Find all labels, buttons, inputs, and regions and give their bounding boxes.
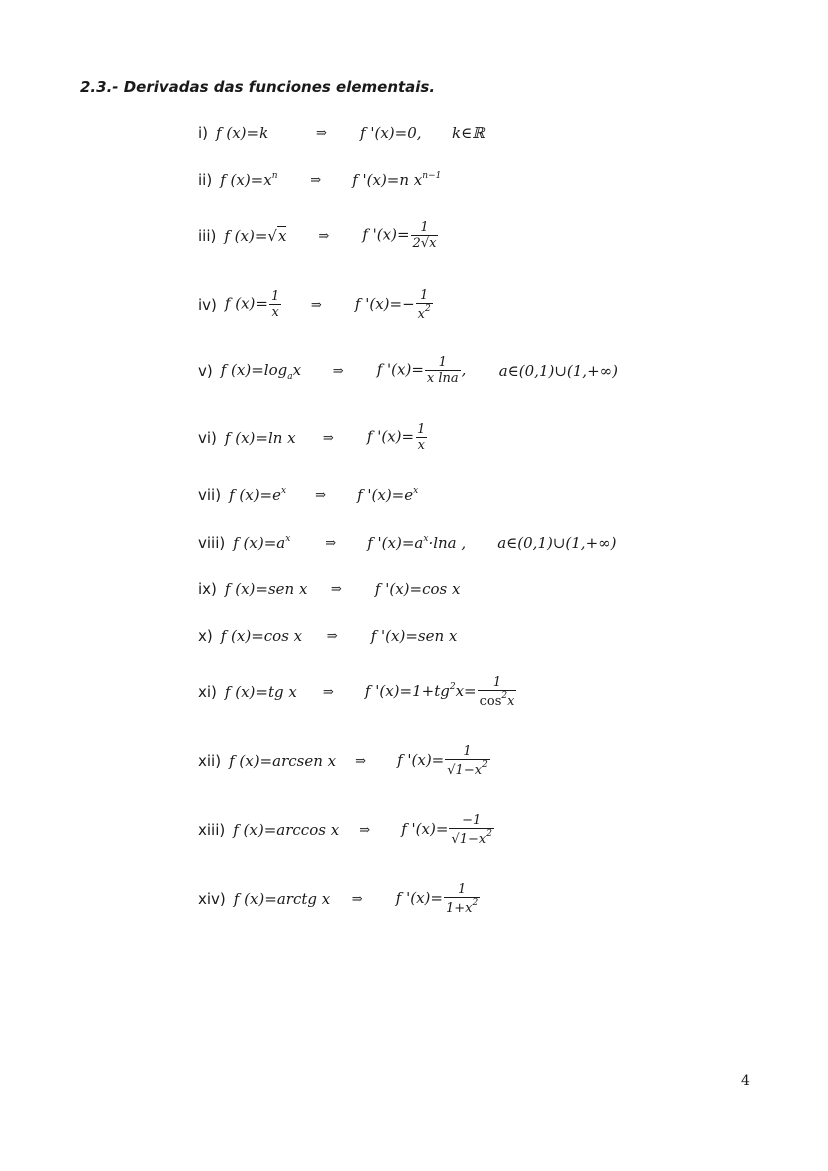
function-expr: f (x)=√x (224, 227, 287, 245)
derivative-row-v (198, 346, 618, 396)
implies-arrow: ⇒ (355, 753, 366, 769)
derivative-expr: f '(x)= $\frac{1}{√1-x^2}$ (397, 743, 488, 778)
derivative-row-xii (198, 736, 491, 786)
derivative-expr: f '(x)=cos x (374, 580, 461, 598)
derivative-row-viii (198, 518, 617, 568)
derivative-expr: f '(x)=sen x (370, 627, 458, 645)
derivative-row-xiii (198, 805, 495, 855)
derivative-expr: f '(x)= $\frac{1}{2√x}$ (362, 220, 437, 251)
implies-arrow: ⇒ (316, 125, 327, 141)
section-heading: 2.3.- Derivadas das funciones elementais. (80, 78, 436, 96)
derivative-row-vi (198, 413, 428, 463)
item-number: iii) (198, 227, 217, 245)
derivative-row-i (198, 108, 485, 158)
condition: a∈(0,1)∪(1,+∞) (498, 362, 618, 380)
derivative-row-ix (198, 564, 460, 614)
derivative-expr: f '(x)= $\frac{1}{x}$ (366, 422, 426, 453)
derivative-row-iv (198, 280, 434, 330)
function-expr: f (x)=ln x (224, 429, 296, 447)
item-number: xiii) (198, 821, 226, 839)
item-number: viii) (198, 534, 226, 552)
derivative-expr: f '$(x)=e^x$ (357, 486, 419, 504)
item-number: ix) (198, 580, 217, 598)
function-expr: f (x)=arcsen x (229, 752, 337, 770)
item-number: xii) (198, 752, 222, 770)
item-number: vi) (198, 429, 217, 447)
function-expr: f $(x)=\log_ax$ (220, 360, 302, 382)
derivative-row-ii (198, 155, 441, 205)
function-expr: f $(x)=a^x$ (233, 534, 291, 552)
derivative-row-vii (198, 470, 418, 520)
function-expr: f $(x)=x^n$ (220, 171, 278, 189)
derivative-expr: f '(x)=− $\frac{1}{x^2}$ (354, 287, 431, 322)
function-expr: f (x)=tg x (224, 683, 297, 701)
function-expr: f $(x)=e^x$ (229, 486, 287, 504)
item-number: x) (198, 627, 213, 645)
item-number: i) (198, 124, 209, 142)
item-number: xiv) (198, 890, 226, 908)
implies-arrow: ⇒ (310, 172, 322, 188)
function-expr: f (x)=k (216, 124, 269, 142)
item-number: vii) (198, 486, 222, 504)
derivative-expr: f '(x)= $\frac{1}{1+x^2}$ (395, 881, 479, 916)
derivative-expr: f '(x)= $\frac{1}{\text{x lna}}$ , (376, 355, 467, 386)
derivative-row-xi (198, 667, 517, 717)
function-expr: f (x)=arccos x (233, 821, 340, 839)
derivative-expr: f '(x)=0, (360, 124, 422, 142)
implies-arrow: ⇒ (315, 487, 326, 503)
item-number: iv) (198, 296, 217, 314)
implies-arrow: ⇒ (322, 430, 334, 446)
derivative-row-x (198, 611, 457, 661)
derivative-expr: f '$(x)=1+tg^2x=$ $\frac{1}{\cos^2x}$ (364, 674, 515, 709)
implies-arrow: ⇒ (325, 535, 337, 551)
derivative-expr: f '$(x)=a^x\cdot\ln a$ , (367, 534, 467, 552)
function-expr: f (x)=sen x (224, 580, 308, 598)
derivative-row-iii (198, 211, 439, 261)
implies-arrow: ⇒ (351, 891, 363, 907)
implies-arrow: ⇒ (310, 297, 322, 313)
function-expr: f (x)=cos x (220, 627, 303, 645)
implies-arrow: ⇒ (322, 684, 334, 700)
condition: a∈(0,1)∪(1,+∞) (497, 534, 617, 552)
implies-arrow: ⇒ (326, 628, 338, 644)
page-number: 4 (741, 1073, 750, 1089)
implies-arrow: ⇒ (330, 581, 342, 597)
item-number: xi) (198, 683, 217, 701)
implies-arrow: ⇒ (332, 363, 344, 379)
derivative-row-xiv (198, 874, 481, 924)
item-number: ii) (198, 171, 213, 189)
implies-arrow: ⇒ (318, 228, 330, 244)
derivative-expr: f '(x)=n $x^{n-1}$ (352, 171, 442, 189)
function-expr: f (x)=arctg x (233, 890, 331, 908)
condition: k∈ℝ (452, 124, 485, 142)
implies-arrow: ⇒ (359, 822, 371, 838)
derivative-expr: f '(x)= $\frac{-1}{√1-x^2}$ (401, 812, 492, 847)
item-number: v) (198, 362, 213, 380)
function-expr: f (x)= $\frac{1}{x}$ (224, 289, 280, 320)
